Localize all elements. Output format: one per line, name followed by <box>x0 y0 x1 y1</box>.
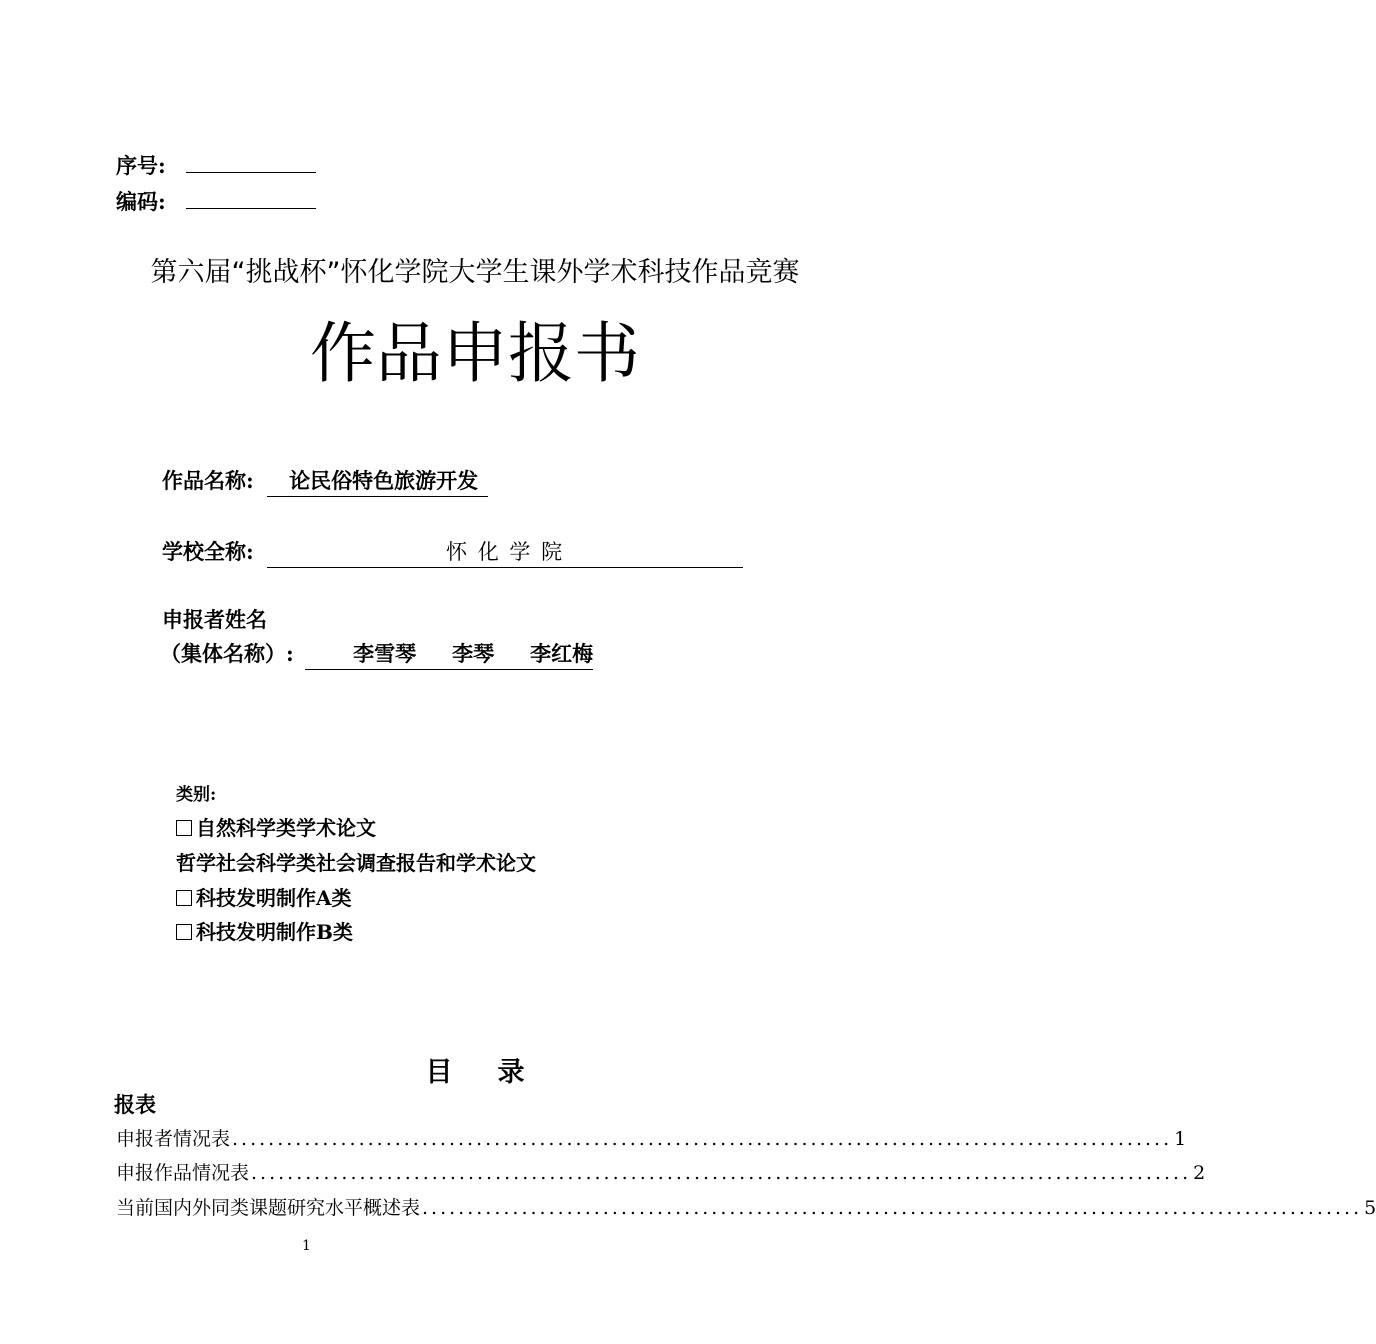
toc-entry-page: 1 <box>1174 1128 1187 1150</box>
applicant-label-line1: 申报者姓名 <box>162 607 267 632</box>
category-item[interactable] <box>176 847 536 876</box>
toc-entry[interactable] <box>116 1124 1187 1151</box>
school-row <box>162 536 743 568</box>
school-label: 学校全称: <box>162 539 254 564</box>
applicant-label-line2: （集体名称）: <box>160 641 294 666</box>
toc-entry-title: 申报作品情况表 <box>116 1162 250 1184</box>
applicant-row <box>160 638 593 670</box>
page-number: 1 <box>302 1238 311 1254</box>
toc-heading: 目录 <box>425 1057 570 1088</box>
applicant-name: 李红梅 <box>530 641 594 666</box>
category-title: 类别: <box>176 785 217 805</box>
competition-title: 第六届“挑战杯”怀化学院大学生课外学术科技作品竞赛 <box>150 257 800 288</box>
document-title: 作品申报书 <box>310 315 640 392</box>
toc-entry-page: 5 <box>1364 1197 1376 1219</box>
school-field[interactable]: 怀 化 学 院 <box>267 536 743 568</box>
serial-field[interactable] <box>186 154 316 173</box>
work-name-field[interactable]: 论民俗特色旅游开发 <box>267 465 488 497</box>
code-label: 编码: <box>116 189 166 214</box>
code-field[interactable] <box>186 190 316 209</box>
category-label: 哲学社会科学类社会调查报告和学术论文 <box>176 851 536 875</box>
work-name-row <box>162 465 488 497</box>
toc-entry-title: 当前国内外同类课题研究水平概述表 <box>116 1197 421 1219</box>
code-row <box>116 186 316 216</box>
toc-leader: ........................................................................................................ <box>251 1162 1192 1184</box>
toc-entry[interactable] <box>116 1193 1376 1220</box>
applicant-name: 李琴 <box>452 641 495 666</box>
category-item[interactable] <box>176 812 376 841</box>
toc-entry-page: 2 <box>1193 1162 1206 1184</box>
applicant-name: 李雪琴 <box>353 641 417 666</box>
category-label: 自然科学类学术论文 <box>196 816 376 840</box>
toc-subheading: 报表 <box>114 1093 156 1117</box>
serial-label: 序号: <box>116 153 166 178</box>
checkbox-icon[interactable] <box>176 820 192 836</box>
work-name-label: 作品名称: <box>162 468 254 493</box>
toc-entry[interactable] <box>116 1158 1206 1185</box>
toc-leader: ........................................................................................................ <box>422 1197 1363 1219</box>
checkbox-icon[interactable] <box>176 890 192 906</box>
category-label: 科技发明制作A类 <box>196 886 352 910</box>
toc-leader: ........................................................................................................ <box>232 1128 1173 1150</box>
applicants-field[interactable] <box>305 638 593 670</box>
category-item[interactable] <box>176 916 353 945</box>
toc-entry-title: 申报者情况表 <box>116 1128 231 1150</box>
checkbox-icon[interactable] <box>176 924 192 940</box>
serial-row <box>116 150 316 180</box>
category-label: 科技发明制作B类 <box>196 920 353 944</box>
category-item[interactable] <box>176 882 352 911</box>
